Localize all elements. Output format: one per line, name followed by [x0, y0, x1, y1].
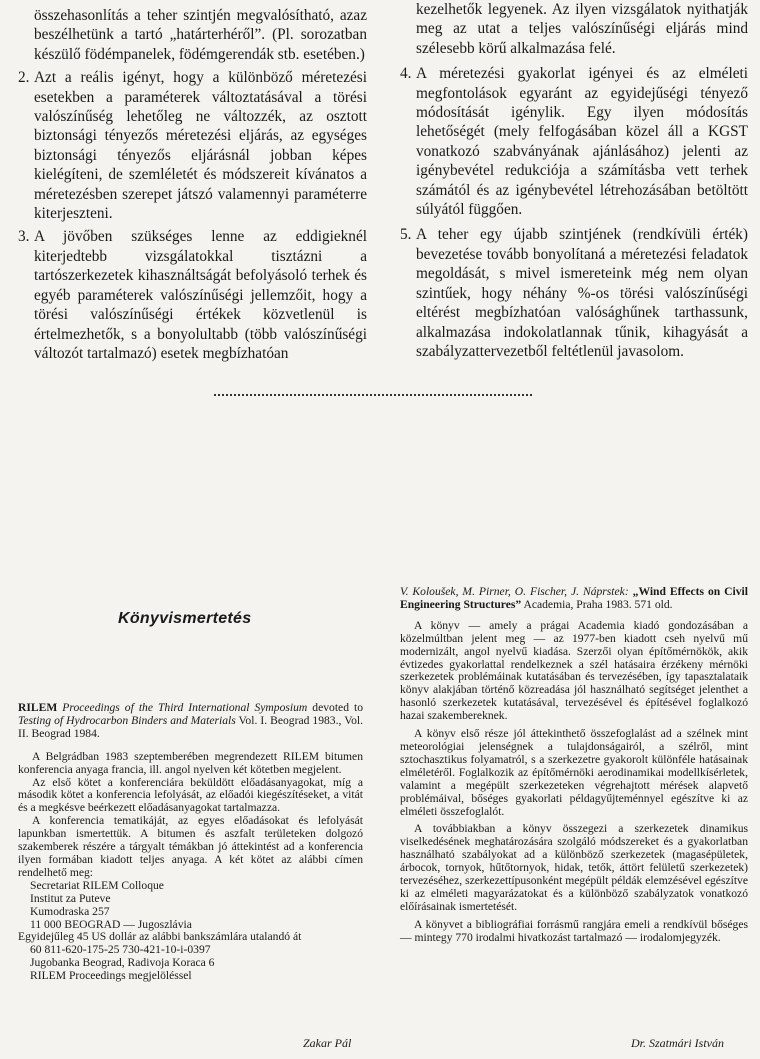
address-line: Secretariat RILEM Colloque [30, 878, 164, 892]
list-item-number: 4. [400, 65, 412, 83]
list-item [18, 68, 367, 223]
review-signature: Zakar Pál [303, 1036, 352, 1050]
review-header [18, 702, 363, 741]
list-item [400, 64, 748, 219]
review-paragraph: A könyvet a bibliográfiai forrásmű rangjára emeli a rendkívül bőséges — mintegy 770 irodalmi hivatkozást tartalmazó — irodalomjegyzék. [400, 917, 748, 944]
article-lead-paragraph: kezelhetők legyenek. Az ilyen vizsgálatok nyithatják meg az utat a teljes valószínűségi eljárás mind szélesebb körű alkalmazása felé. [416, 1, 748, 57]
book-review-left [18, 702, 363, 983]
review-header-subtitle: Testing of Hydrocarbon Binders and Materials [18, 713, 236, 727]
list-item-number: 2. [18, 69, 30, 87]
review-paragraph: A továbbiakban a könyv összegezi a szerkezetek dinamikus viselkedésének meghatározására szolgáló módszereket és a gyakorlatban használható szabályokat ad a különböző szerkezetek (magasépületek, árbocok, tornyok, hűtőtornyok, hidak, tetők, áttört felületű szerkezetek) tervezéséhez, szerkezettípusonként megépült példák elemzésével egészítve ki az elméleti magyarázatokat és a különböző szabályzatok vonatkozó előírásainak ismertetését. [400, 822, 748, 913]
address-line: 11 000 BEOGRAD — Jugoszlávia [30, 917, 192, 931]
review-header-authors: V. Koloušek, M. Pirner, O. Fischer, J. Náprstek: [400, 585, 629, 598]
review-paragraph: A könyv első része jól áttekinthető összefoglalást ad a szélnek mint meteorológiai jelenségnek a tulajdonságairól, a szélről, mint sztochasztikus folyamatról, s a szerkezetre gyakorolt különféle hatásainak elméletéről. Foglalkozik az építőmérnöki aerodinamikai modellkísérletek, valamint a megépült szerkezeteken végrehajtott mérések alapvető problémáival, bőséges gyakorlati példagyűjteménnyel egészítve ki az elméleti összefoglalót. [400, 727, 748, 818]
section-divider [214, 394, 532, 396]
list-item [18, 227, 367, 363]
review-paragraph: A könyv — amely a prágai Academia kiadó gondozásában a közelmúltban jelent meg — az 1977-ben kiadott cseh nyelvű mű modernizált, angol nyelvű kiadása. Szerzői olyan építőmérnökök, akik évtizedes gyakorlattal rendelkeznek a szél hatásaira érzékeny mérnöki szerkezetek problémáinak kutatásában és tervezésében, így tapasztalataik könyv alakjában történő közreadása jól használható segítséget jelenthet a hasonló szerkezetek kutatásával, tervezésével és építésével foglalkozó hazai szakembereknek. [400, 618, 748, 723]
section-title: Könyvismertetés [118, 610, 252, 627]
review-paragraph: A konferencia tematikáját, az egyes előadásokat és lefolyását lapunkban ismertettük. A bitumen és aszfalt területeken dolgozó szakemberek részére a tárgyalt témákban jó áttekintést ad a konferencia ilyen formában kiadott teljes anyaga. A két kötet az alábbi címen rendelhető meg: [18, 814, 363, 879]
review-header-pub: Vol. I. Beograd 1983., Vol. II. Beograd 1984. [18, 713, 363, 740]
review-header-org: RILEM [18, 701, 58, 714]
list-item-text: Azt a reális igényt, hogy a különböző méretezési esetekben a paraméterek változtatásával a törési valószínűség lehetőleg ne változzék, az osztott biztonsági tényezős méretezési eljárás, az egységes biztonsági tényezős eljárásnál jobban képes kielégíteni, de szemléletét és módszereit kívánatos a méretezésben szerepet játszó valamennyi paraméterre kiterjeszteni. [34, 69, 367, 223]
list-item-text: A méretezési gyakorlat igényei és az elméleti megfontolások egyaránt az egyidejűségi tényező módosítását igénylik. Egy ilyen módosítás lehetőségét (mely felfogásában közel áll a KGST vonatkozó szabványának ajánlásához) jelenti az igénybevétel redukciója a számításba vett terhek számától és az igénybevétel létrehozásában betöltött súlyától függően. [416, 65, 748, 219]
list-item-text: A teher egy újabb szintjének (rendkívüli érték) bevezetése tovább bonyolítaná a méretezési feladatok megoldását, s mivel ismereteink még nem olyan szintűek, hogy néhány %-os törési valószínűségi eltérést megbízhatóan valósághűnek tarthassunk, alkalmazása indokolatlannak tűnik, kihagyását a szabályzattervezetből feltétlenül javasolom. [416, 226, 748, 360]
address-line: 60 811-620-175-25 730-421-10-i-0397 [30, 943, 211, 957]
address-line: Kumodraska 257 [30, 904, 110, 918]
address-line: RILEM Proceedings megjelöléssel [30, 969, 192, 983]
list-item-number: 3. [18, 228, 30, 246]
review-paragraph: Egyidejűleg 45 US dollár az alábbi bankszámlára utalandó át [18, 930, 302, 944]
review-header-mid: devoted to [312, 701, 364, 714]
review-header-title: Proceedings of the Third International Symposium [62, 701, 308, 714]
review-header-title: „Wind Effects on Civil Engineering Structures” [400, 585, 748, 611]
review-header-pub: Academia, Praha 1983. 571 old. [523, 597, 673, 611]
review-paragraph: Az első kötet a konferenciára beküldött előadásanyagokat, míg a második kötet a konferencia lefolyását, az előadói kiegészítéseket, a vitát és a megkésve beérkezett előadásanyagokat tartalmazza. [18, 775, 363, 815]
article-column-left [18, 6, 367, 363]
review-header [400, 586, 748, 612]
article-column-right [400, 0, 748, 361]
list-item-number: 5. [400, 226, 412, 244]
review-signature: Dr. Szatmári István [631, 1036, 725, 1050]
address-line: Jugobanka Beograd, Radivoja Koraca 6 [30, 956, 215, 970]
list-item-text: A jövőben szükséges lenne az eddigieknél kiterjedtebb vizsgálatokkal tisztázni a tartószerkezetek kihasználtságát befolyásoló terhek és egyéb paraméterek valószínűségi jellemzőit, hogy a törési valószínűségi értékek közvetlenül is értelmezhetők, s a bonyolultabb (több valószínűségi változót tartalmazó) esetek megbízhatóan [34, 228, 367, 362]
list-item [400, 225, 748, 361]
address-line: Institut za Puteve [30, 891, 111, 905]
book-review-right [400, 586, 748, 945]
article-lead-paragraph: összehasonlítás a teher szintjén megvalósítható, azaz beszélhetünk a tartó „határterhéről”. (Pl. sorozatban készülő födémpanelek, födémgerendák stb. esetében.) [34, 7, 367, 63]
review-paragraph: A Belgrádban 1983 szeptemberében megrendezett RILEM bitumen konferencia anyaga francia, ill. angol nyelven két kötetben megjelent. [18, 749, 363, 776]
